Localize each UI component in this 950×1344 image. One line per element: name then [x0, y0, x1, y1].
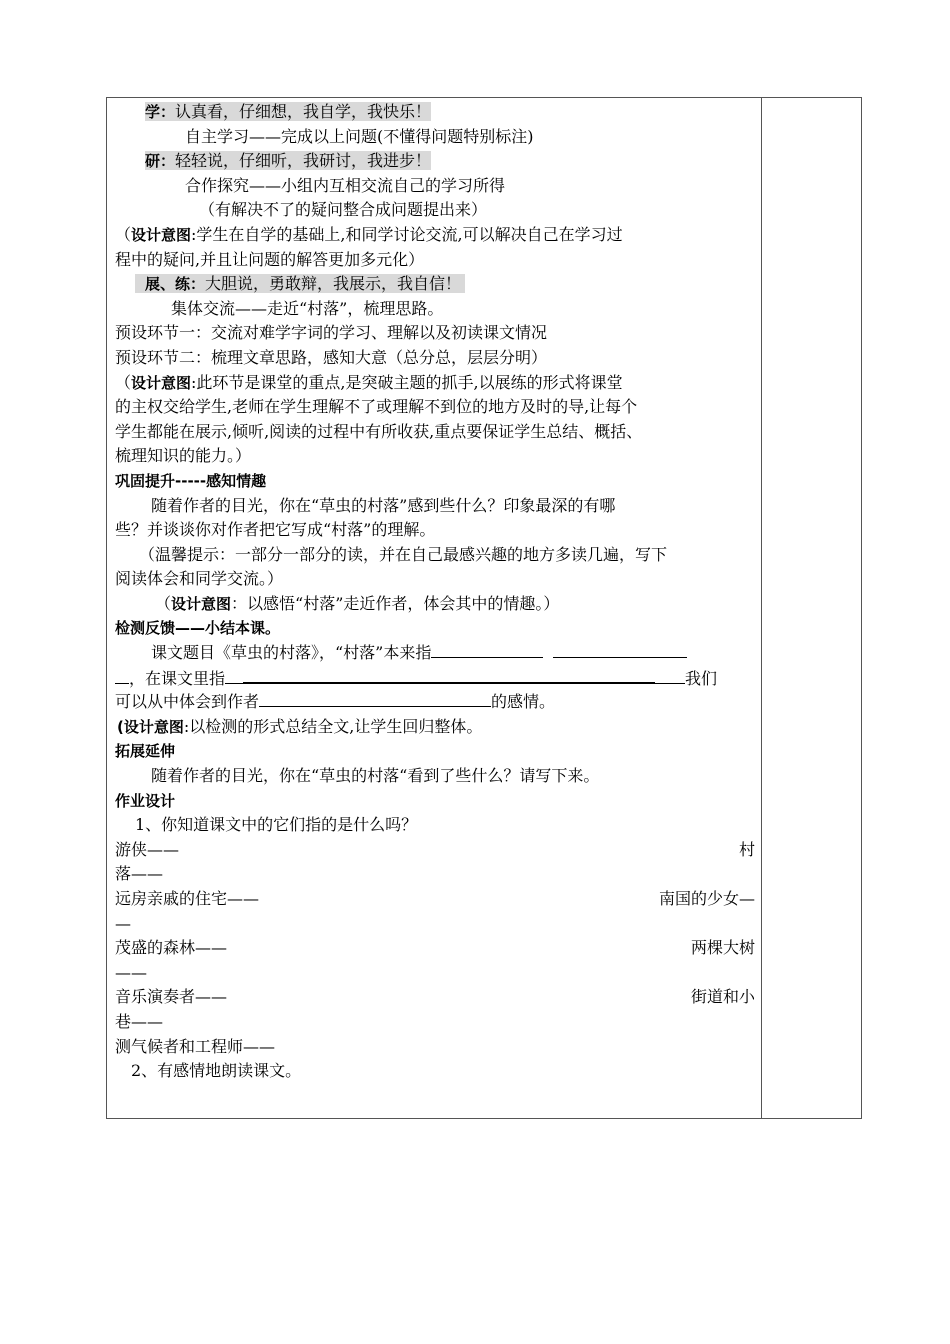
check-text3a: 可以从中体会到作者: [115, 692, 260, 712]
pair-1-left: 游侠——: [115, 839, 180, 859]
check-text2b: 我们: [685, 668, 718, 688]
pair-4: [115, 985, 755, 1010]
pair-2: [115, 887, 755, 912]
intent1-open: （: [115, 224, 132, 244]
research-sub1: 合作探究——小组内互相交流自己的学习所得: [185, 175, 506, 195]
consolidate-title: 巩固提升-----感知情趣: [115, 471, 267, 490]
show-label: 展、练：: [145, 275, 206, 294]
intent4-text: :以检测的形式总结全文,让学生回归整体。: [183, 716, 483, 736]
intent2-line1: [115, 371, 755, 396]
tip-line1: （温馨提示：一部分一部分的读，并在自己最感兴趣的地方多读几遍，写下: [139, 544, 668, 564]
show-sub: 集体交流——走近“村落”，梳理思路。: [171, 298, 444, 318]
research-sub2: （有解决不了的疑问整合成问题提出来）: [199, 200, 488, 220]
intent1-line2: 程中的疑问,并且让问题的解答更加多元化）: [115, 249, 425, 269]
learn-line: [115, 100, 755, 125]
intent3-open: （: [155, 593, 172, 613]
tip-line2: 阅读体会和同学交流。）: [115, 569, 284, 589]
check-line3: [115, 690, 755, 715]
research-label: 研：: [145, 152, 176, 171]
check-line1: [115, 641, 755, 666]
pair-3-left: 茂盛的森林——: [115, 938, 228, 958]
last-item: 测气候者和工程师——: [115, 1036, 276, 1056]
pair-2-left: 远房亲戚的住宅——: [115, 889, 260, 908]
homework-title: 作业设计: [115, 791, 176, 810]
column-divider: [761, 97, 762, 1119]
learn-text: 认真看，仔细想，我自学，我快乐！: [175, 102, 432, 121]
intent4-line: [115, 715, 755, 740]
intent2-open: （: [115, 372, 132, 392]
intent3-label: 设计意图: [171, 594, 232, 613]
intent1-line1: [115, 223, 755, 248]
pair-3-right: 两棵大树: [690, 938, 755, 958]
blank-3[interactable]: [115, 667, 129, 684]
intent3-line: [115, 592, 755, 617]
check-text3b: 的感情。: [491, 692, 556, 712]
show-line: [115, 272, 755, 297]
learn-label: 学：: [145, 103, 176, 121]
blank-6[interactable]: [655, 667, 685, 684]
intent2-label: 设计意图: [131, 373, 192, 392]
pair-4-right: 街道和小: [690, 987, 755, 1007]
intent2-text1: :此环节是课堂的重点,是突破主题的抓手,以展练的形式将课堂: [191, 372, 623, 392]
lesson-content: [115, 100, 755, 1084]
blank-2[interactable]: [553, 641, 687, 658]
blank-1[interactable]: [431, 641, 543, 658]
pair-4-cont: 巷——: [115, 1011, 164, 1031]
research-text: 轻轻说，仔细听，我研讨，我进步！: [175, 151, 432, 171]
check-line2: [115, 666, 755, 691]
blank-5[interactable]: [243, 666, 655, 684]
check-text2a: ，在课文里指: [129, 668, 226, 688]
intent1-text1: :学生在自学的基础上,和同学讨论交流,可以解决自己在学习过: [191, 224, 623, 244]
pair-2-right: 南国的少女—: [658, 889, 755, 908]
consolidate-line2: 些？并谈谈你对作者把它写成“村落”的理解。: [115, 520, 436, 540]
pair-1-cont: 落——: [115, 864, 164, 884]
intent4-open: (: [117, 717, 124, 736]
consolidate-line1: 随着作者的目光，你在“草虫的村落”感到些什么？印象最深的有哪: [151, 495, 616, 515]
pair-4-left: 音乐演奏者——: [115, 987, 228, 1007]
hw1: 1、你知道课文中的它们指的是什么吗？: [135, 815, 418, 835]
check-text1: 课文题目《草虫的村落》，“村落”本来指: [151, 643, 432, 663]
pair-1: [115, 838, 755, 863]
hw2: 2、有感情地朗读课文。: [131, 1061, 302, 1081]
pair-3: [115, 936, 755, 961]
intent2-line3: 学生都能在展示,倾听,阅读的过程中有所收获,重点要保证学生总结、概括、: [115, 421, 643, 441]
blank-7[interactable]: [259, 690, 491, 707]
intent1-label: 设计意图: [131, 225, 192, 244]
extend-line: 随着作者的目光，你在“草虫的村落“看到了些什么？请写下来。: [151, 766, 600, 786]
intent2-line4: 梳理知识的能力。）: [115, 446, 252, 466]
intent3-text: ：以感悟“村落”走近作者，体会其中的情趣。）: [231, 593, 560, 613]
pair-2-cont: —: [115, 913, 131, 933]
intent2-line2: 的主权交给学生,老师在学生理解不了或理解不到位的地方及时的导,让每个: [115, 397, 638, 417]
step2: 预设环节二：梳理文章思路，感知大意（总分总，层层分明）: [115, 347, 548, 367]
learn-sub: 自主学习——完成以上问题(不懂得问题特别标注): [185, 126, 534, 146]
pair-3-cont: ——: [115, 962, 147, 982]
blank-4[interactable]: [225, 667, 243, 684]
intent4-label: 设计意图: [123, 717, 184, 736]
show-text: 大胆说，勇敢辩，我展示，我自信！: [205, 274, 462, 294]
pair-1-right: 村: [738, 839, 755, 859]
research-line: [115, 149, 755, 174]
check-title: 检测反馈——小结本课。: [115, 619, 281, 638]
extend-title: 拓展延伸: [115, 742, 176, 761]
step1: 预设环节一：交流对难学字词的学习、理解以及初读课文情况: [115, 323, 548, 343]
